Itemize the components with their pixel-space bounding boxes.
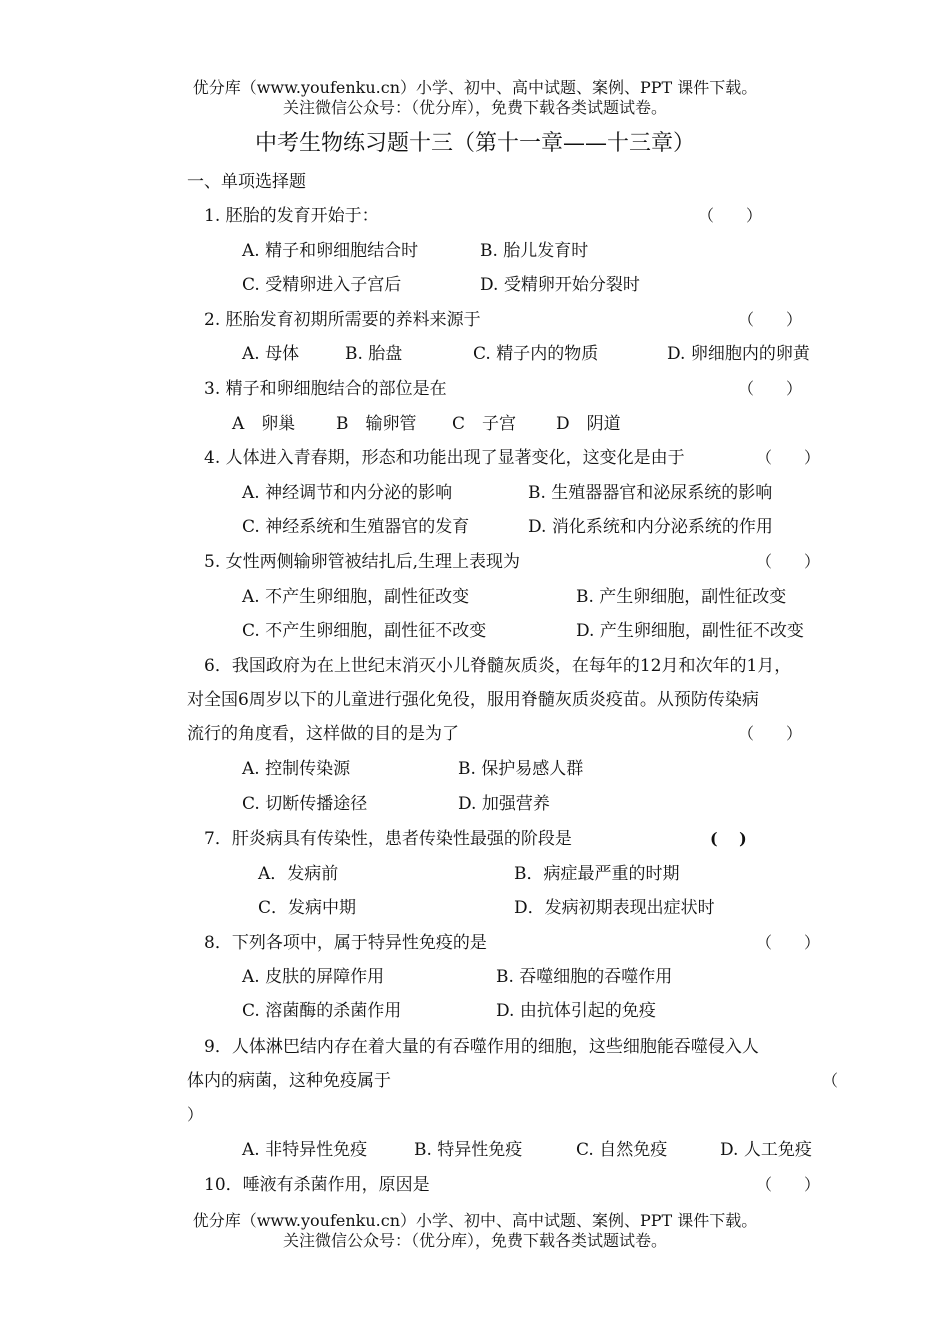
question-5-stem: 5. 女性两侧输卵管被结扎后,生理上表现为 (204, 552, 521, 572)
question-5-option-b: B. 产生卵细胞，副性征改变 (576, 587, 787, 607)
question-9-option-c: C. 自然免疫 (576, 1140, 668, 1160)
question-2-option-c: C. 精子内的物质 (473, 344, 599, 364)
question-7-stem: 7．肝炎病具有传染性，患者传染性最强的阶段是 (204, 829, 572, 849)
header-line-2: 关注微信公众号：（优分库），免费下载各类试题试卷。 (282, 98, 667, 117)
question-1-option-b: B. 胎儿发育时 (480, 241, 589, 261)
question-2-option-d: D. 卵细胞内的卵黄 (667, 344, 810, 364)
question-6-stem-line-1: 6．我国政府为在上世纪末消灭小儿脊髓灰质炎，在每年的12月和次年的1月， (204, 656, 792, 676)
question-9-option-a: A. 非特异性免疫 (242, 1140, 368, 1160)
question-3-option-d: D 阴道 (556, 414, 621, 434)
question-4-option-a: A. 神经调节和内分泌的影响 (242, 483, 453, 503)
question-4-answer-blank: （ ） (756, 448, 821, 467)
question-5-answer-blank: （ ） (756, 552, 821, 571)
question-8-option-b: B. 吞噬细胞的吞噬作用 (496, 967, 673, 987)
question-7-option-c: C．发病中期 (258, 898, 357, 918)
question-2-stem: 2. 胚胎发育初期所需要的养料来源于 (204, 310, 481, 330)
question-6-stem-line-3: 流行的角度看，这样做的目的是为了 (187, 724, 459, 744)
question-1-option-a: A. 精子和卵细胞结合时 (242, 241, 419, 261)
question-10-answer-blank: （ ） (756, 1175, 821, 1194)
question-9-option-d: D. 人工免疫 (720, 1140, 812, 1160)
question-5-option-a: A. 不产生卵细胞，副性征改变 (242, 587, 470, 607)
question-1-option-c: C. 受精卵进入子宫后 (242, 275, 402, 295)
question-1-answer-blank: （ ） (698, 206, 763, 225)
question-7-answer-blank: ( ) (710, 829, 747, 848)
section-heading: 一、单项选择题 (187, 172, 306, 192)
question-3-option-a: A 卵巢 (232, 414, 296, 434)
question-6-option-d: D. 加强营养 (458, 794, 550, 814)
question-6-option-c: C. 切断传播途径 (242, 794, 368, 814)
question-6-answer-blank: （ ） (738, 724, 803, 743)
question-8-option-c: C. 溶菌酶的杀菌作用 (242, 1001, 402, 1021)
page-title: 中考生物练习题十三（第十一章——十三章） (254, 131, 695, 156)
question-1-option-d: D. 受精卵开始分裂时 (480, 275, 640, 295)
header-line-1: 优分库（www.youfenku.cn）小学、初中、高中试题、案例、PPT 课件下载。 (192, 78, 758, 97)
question-2-option-b: B. 胎盘 (345, 344, 403, 364)
question-3-option-b: B 输卵管 (336, 414, 417, 434)
question-6-option-a: A. 控制传染源 (242, 759, 351, 779)
question-9-option-b: B. 特异性免疫 (414, 1140, 523, 1160)
question-5-option-d: D. 产生卵细胞，副性征不改变 (576, 621, 804, 641)
question-7-option-b: B．病症最严重的时期 (514, 864, 680, 884)
question-2-option-a: A. 母体 (242, 344, 300, 364)
question-3-option-c: C 子宫 (452, 414, 517, 434)
question-8-option-a: A. 皮肤的屏障作用 (242, 967, 385, 987)
question-6-option-b: B. 保护易感人群 (458, 759, 584, 779)
question-9-stem-line-1: 9．人体淋巴结内存在着大量的有吞噬作用的细胞，这些细胞能吞噬侵入人 (204, 1037, 759, 1057)
question-4-option-d: D. 消化系统和内分泌系统的作用 (528, 517, 773, 537)
question-5-option-c: C. 不产生卵细胞，副性征不改变 (242, 621, 487, 641)
question-1-stem: 1. 胚胎的发育开始于： (204, 206, 379, 226)
question-4-stem: 4. 人体进入青春期，形态和功能出现了显著变化，这变化是由于 (204, 448, 685, 468)
question-2-answer-blank: （ ） (738, 310, 803, 329)
question-9-paren-close: ） (187, 1105, 204, 1124)
question-8-stem: 8．下列各项中，属于特异性免疫的是 (204, 933, 487, 953)
footer-line-2: 关注微信公众号：（优分库），免费下载各类试题试卷。 (282, 1231, 667, 1250)
question-7-option-d: D．发病初期表现出症状时 (514, 898, 715, 918)
question-4-option-b: B. 生殖器器官和泌尿系统的影响 (528, 483, 773, 503)
question-4-option-c: C. 神经系统和生殖器官的发育 (242, 517, 470, 537)
question-8-answer-blank: （ ） (756, 933, 821, 952)
footer-line-1: 优分库（www.youfenku.cn）小学、初中、高中试题、案例、PPT 课件下载。 (192, 1211, 758, 1230)
question-3-answer-blank: （ ） (738, 379, 803, 398)
question-10-stem: 10．唾液有杀菌作用，原因是 (204, 1175, 430, 1195)
question-9-stem-line-2: 体内的病菌，这种免疫属于 (187, 1071, 391, 1091)
question-8-option-d: D. 由抗体引起的免疫 (496, 1001, 656, 1021)
question-7-option-a: A．发病前 (258, 864, 339, 884)
question-3-stem: 3. 精子和卵细胞结合的部位是在 (204, 379, 447, 399)
question-6-stem-line-2: 对全国6周岁以下的儿童进行强化免役，服用脊髓灰质炎疫苗。从预防传染病 (187, 690, 759, 710)
question-9-paren-open: （ (822, 1071, 839, 1090)
